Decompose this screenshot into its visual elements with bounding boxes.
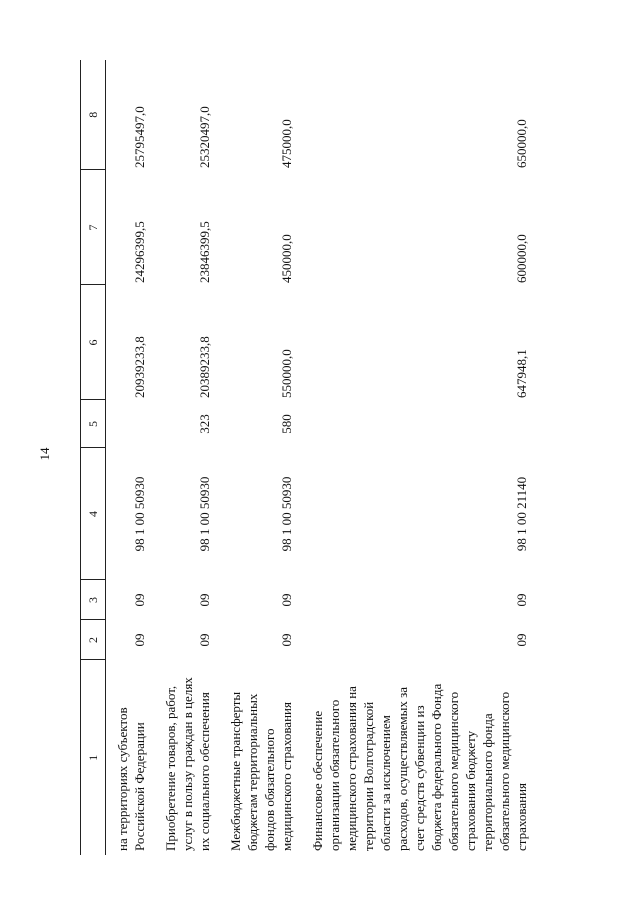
cell-amount-3: 650000,0 bbox=[514, 119, 529, 168]
header-col-1: 1 bbox=[81, 660, 106, 855]
table-row bbox=[106, 60, 149, 855]
cell-subsection: 09 bbox=[197, 593, 212, 607]
header-col-6: 6 bbox=[81, 285, 106, 400]
cell-section: 09 bbox=[279, 633, 294, 647]
page-number: 14 bbox=[37, 447, 52, 461]
cell-expense-type bbox=[106, 400, 149, 448]
row-name: Финансовое обеспечение организации обязательного медицинского страхования на территории Волгоградской области за исключением расходов, осуществляемых за счет средств субвенции из бюджета федерального Фонда обязательного медицинского страхования бюджету территориального фонда обязательного медицинского страхования bbox=[310, 683, 529, 851]
row-name: Приобретение товаров, работ, услуг в пользу граждан в целях их социального обеспечения bbox=[163, 677, 212, 851]
header-col-4: 4 bbox=[81, 448, 106, 580]
table-row bbox=[148, 60, 213, 855]
cell-amount-1: 550000,0 bbox=[279, 349, 294, 398]
cell-amount-2: 600000,0 bbox=[514, 234, 529, 283]
header-col-2: 2 bbox=[81, 620, 106, 660]
cell-amount-2: 23846399,5 bbox=[197, 221, 212, 283]
cell-amount-2: 450000,0 bbox=[279, 234, 294, 283]
cell-expense-type bbox=[295, 400, 530, 448]
row-name: на территориях субъектов Российской Федерации bbox=[115, 707, 147, 851]
cell-section: 09 bbox=[197, 633, 212, 647]
cell-amount-3: 25795497,0 bbox=[132, 106, 147, 168]
cell-amount-3: 475000,0 bbox=[279, 119, 294, 168]
cell-section: 09 bbox=[514, 633, 529, 647]
header-col-3: 3 bbox=[81, 580, 106, 620]
header-col-8: 8 bbox=[81, 60, 106, 170]
cell-subsection: 09 bbox=[279, 593, 294, 607]
cell-target-article: 98 1 00 50930 bbox=[132, 476, 147, 552]
cell-subsection: 09 bbox=[514, 593, 529, 607]
header-col-5: 5 bbox=[81, 400, 106, 448]
cell-subsection: 09 bbox=[132, 593, 147, 607]
cell-section: 09 bbox=[132, 633, 147, 647]
row-name: Межбюджетные трансферты бюджетам территориальных фондов обязательного медицинского страхования bbox=[228, 691, 294, 851]
cell-amount-1: 20939233,8 bbox=[132, 336, 147, 398]
table-row bbox=[295, 60, 530, 855]
cell-target-article: 98 1 00 50930 bbox=[197, 476, 212, 552]
budget-table bbox=[80, 60, 530, 855]
header-col-7: 7 bbox=[81, 170, 106, 285]
cell-amount-2: 24296399,5 bbox=[132, 221, 147, 283]
cell-expense-type: 323 bbox=[197, 414, 212, 434]
cell-expense-type: 580 bbox=[279, 414, 294, 434]
cell-amount-1: 20389233,8 bbox=[197, 336, 212, 398]
cell-amount-1: 647948,1 bbox=[514, 349, 529, 398]
cell-target-article: 98 1 00 50930 bbox=[279, 476, 294, 552]
cell-target-article: 98 1 00 21140 bbox=[514, 476, 529, 552]
rotated-table-container bbox=[80, 60, 600, 855]
table-row bbox=[213, 60, 295, 855]
cell-amount-3: 25320497,0 bbox=[197, 106, 212, 168]
header-row bbox=[81, 60, 106, 855]
